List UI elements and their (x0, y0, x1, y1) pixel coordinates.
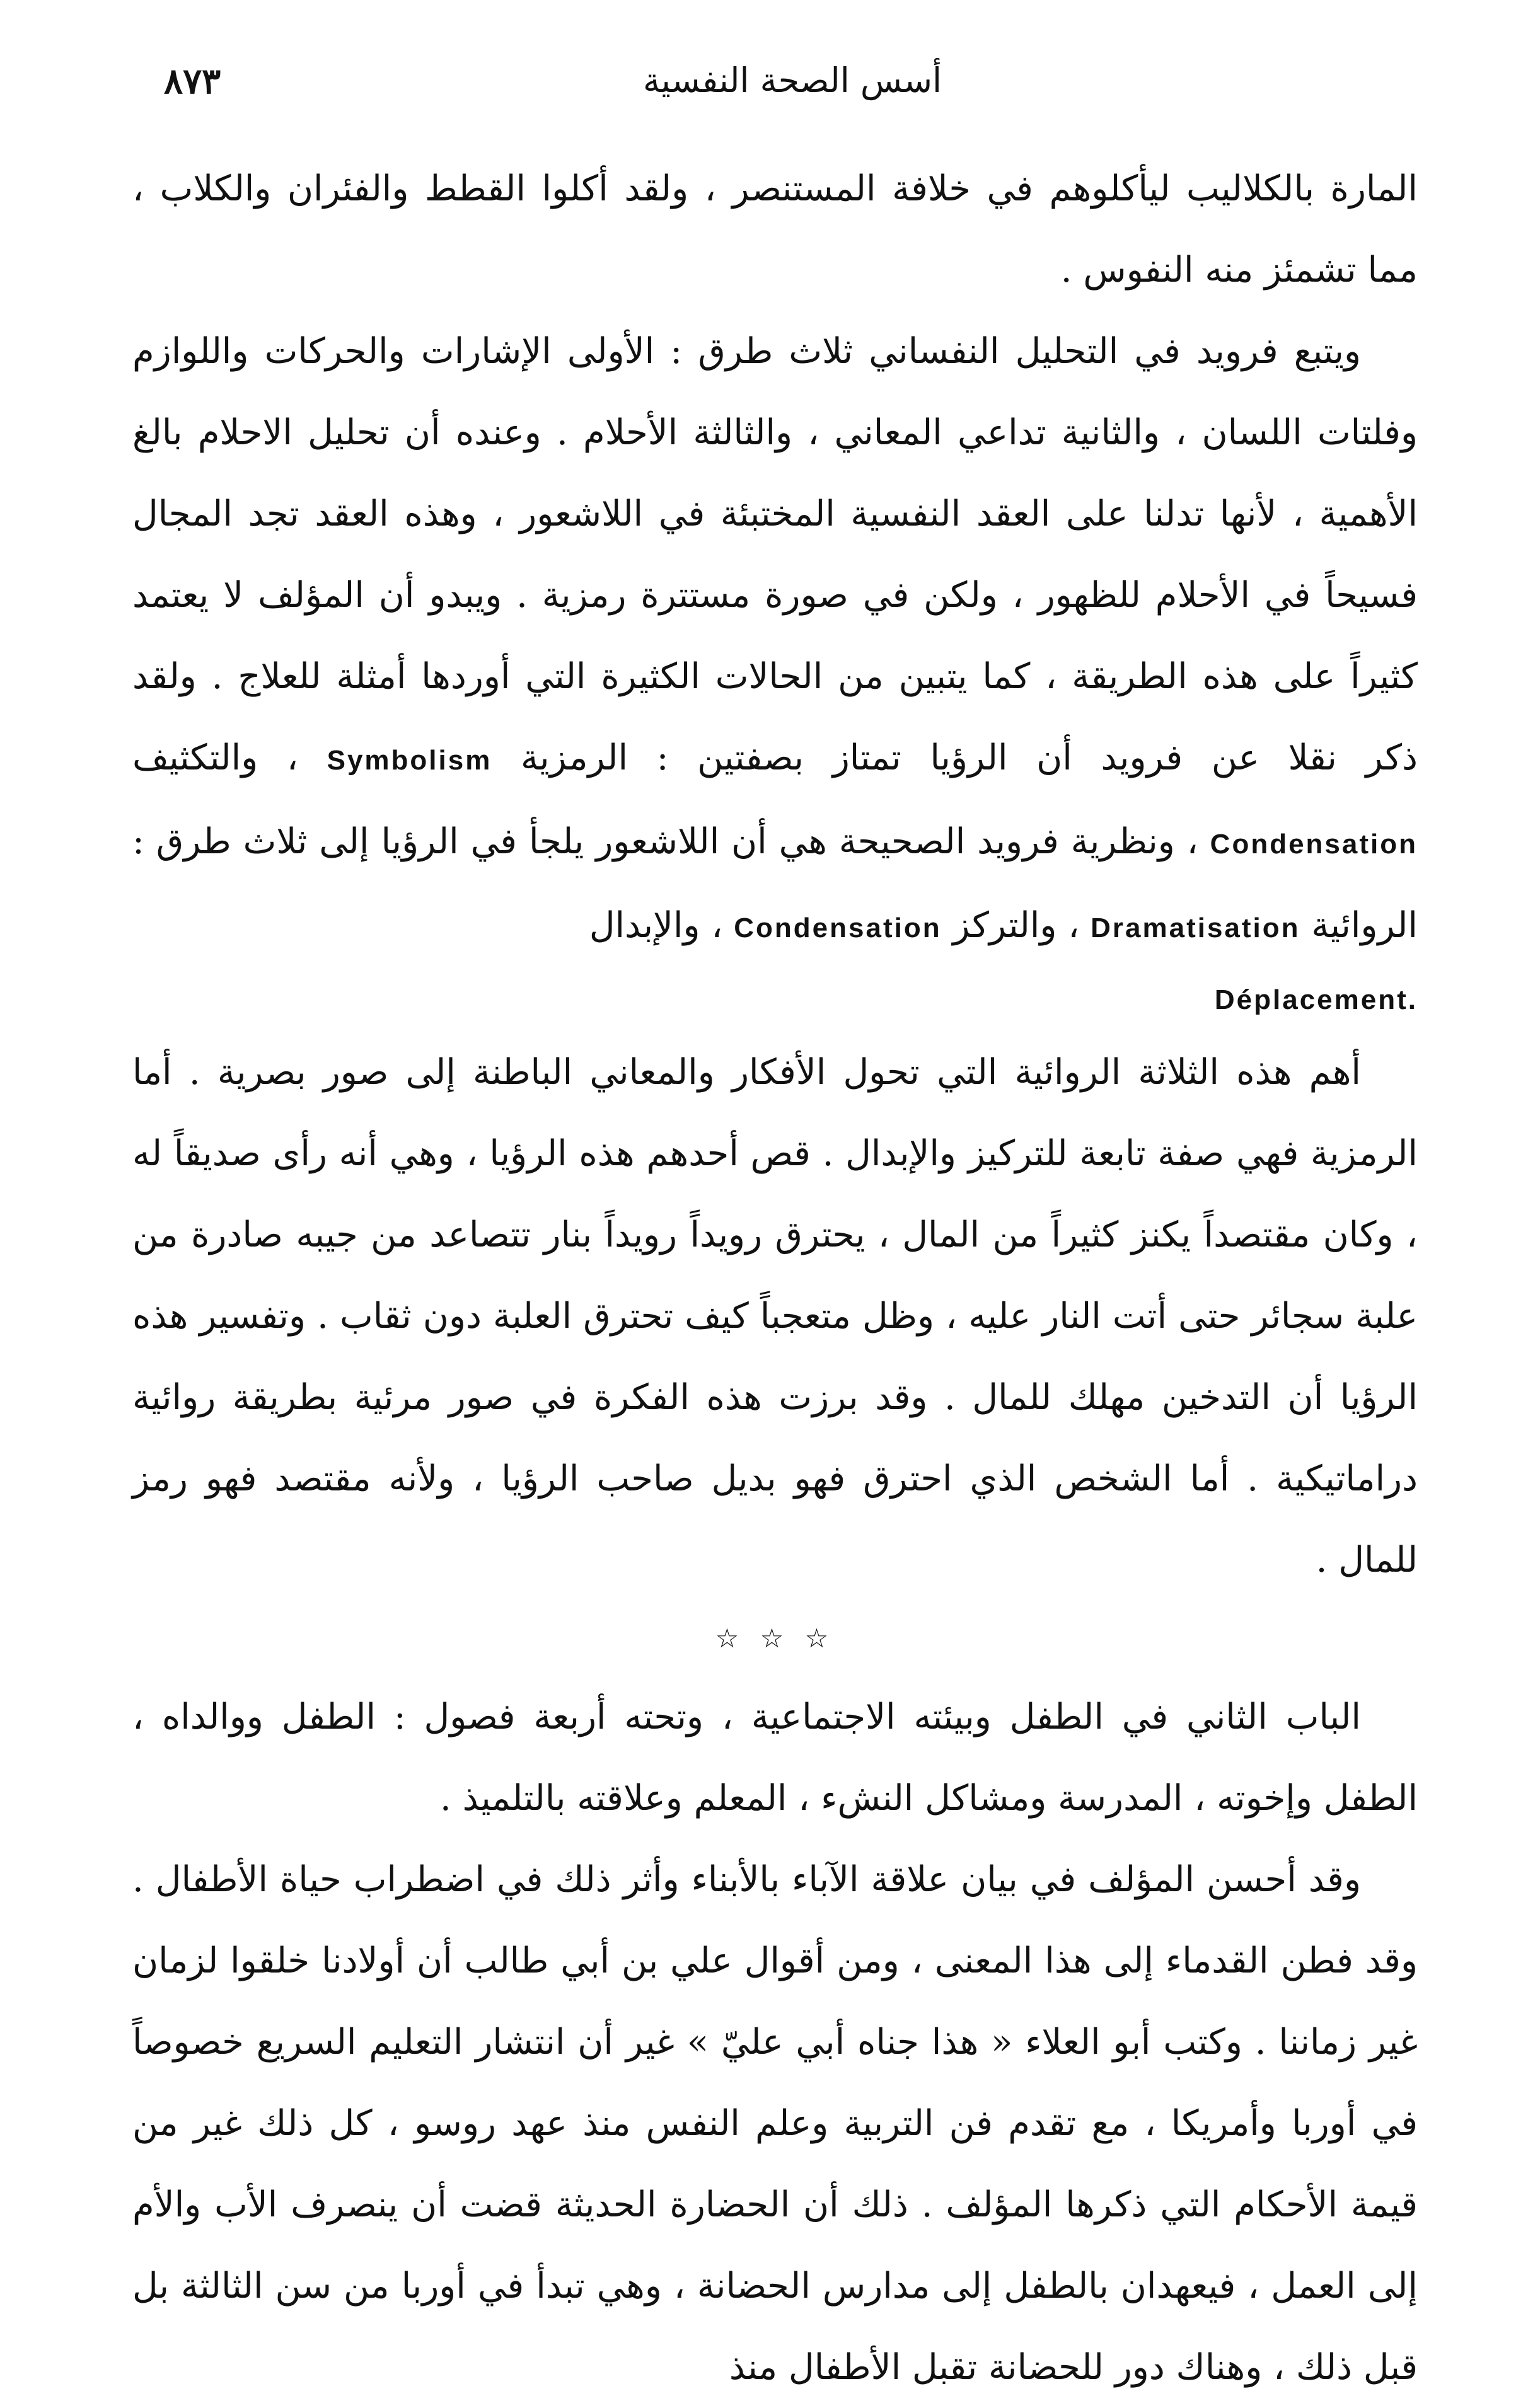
paragraph-text: المارة بالكلاليب ليأكلوهم في خلافة المستنصر ، ولقد أكلوا القطط والفئران والكلاب ، مما تشمئز منه النفوس . (132, 168, 1418, 291)
paragraph-text: ، والإبدال (589, 905, 723, 946)
paragraph-parents-children (132, 1839, 1418, 2408)
page-number: ٨٧٣ (164, 60, 221, 102)
paragraph-famine (132, 148, 1418, 311)
paragraph-text: وقد أحسن المؤلف في بيان علاقة الآباء بالأبناء وأثر ذلك في اضطراب حياة الأطفال . وقد فطن القدماء إلى هذا المعنى ، ومن أقوال علي بن أبي طالب أن أولادنا خلقوا لزمان غير زماننا . وكتب أبو العلاء « هذا جناه أبي عليّ » غير أن انتشار التعليم السريع خصوصاً في أوربا وأمريكا ، مع تقدم فن التربية وعلم النفس منذ عهد روسو ، كل ذلك غير من قيمة الأحكام التي ذكرها المؤلف . ذلك أن الحضارة الحديثة قضت أن ينصرف الأب والأم إلى العمل ، فيعهدان بالطفل إلى مدارس الحضانة ، وهي تبدأ في أوربا من سن الثالثة بل قبل ذلك ، وهناك دور للحضانة تقبل الأطفال منذ (132, 1859, 1418, 2388)
term-deplacement-line (132, 969, 1418, 1032)
section-separator: ☆ ☆ ☆ (715, 1623, 835, 1654)
paragraph-text: ويتبع فرويد في التحليل النفساني ثلاث طرق : الأولى الإشارات والحركات واللوازم وفلتات اللسان ، والثانية تداعي المعاني ، والثالثة الأحلام . وعنده أن تحليل الاحلام بالغ الأهمية ، لأنها تدلنا على العقد النفسية المختبئة في اللاشعور ، وهذه العقد تجد المجال فسيحاً في الأحلام للظهور ، ولكن في صورة مستترة رمزية . ويبدو أن المؤلف لا يعتمد كثيراً على هذه الطريقة ، كما يتبين من الحالات الكثيرة التي أوردها أمثلة للعلاج . ولقد ذكر نقلا عن فرويد أن الرؤيا تمتاز بصفتين : الرمزية (132, 331, 1418, 778)
page-header (164, 60, 1421, 117)
paragraph-freud-methods (132, 311, 1418, 969)
term-symbolism: Symbolism (327, 745, 492, 776)
paragraph-text: ، ونظرية فرويد الصحيحة هي أن اللاشعور يلجأ في الرؤيا إلى ثلاث طرق : الروائية (132, 821, 1418, 946)
term-condensation: Condensation (734, 913, 942, 943)
term-dramatisation: Dramatisation (1091, 913, 1300, 943)
paragraph-dream-example (132, 1032, 1418, 1601)
page-body (132, 148, 1418, 2408)
term-condensation: Condensation (1210, 829, 1418, 860)
paragraph-text: الباب الثاني في الطفل وبيئته الاجتماعية ، وتحته أربعة فصول : الطفل ووالداه ، الطفل وإخوته ، المدرسة ومشاكل النشء ، المعلم وعلاقته بالتلميذ . (132, 1697, 1418, 1819)
paragraph-text: ، والتكثيف (132, 737, 298, 778)
paragraph-text: ، والتركز (952, 905, 1080, 946)
term-deplacement: Déplacement. (1214, 984, 1418, 1015)
paragraph-text: أهم هذه الثلاثة الروائية التي تحول الأفكار والمعاني الباطنة إلى صور بصرية . أما الرمزية فهي صفة تابعة للتركيز والإبدال . قص أحدهم هذه الرؤيا ، وهي أنه رأى صديقاً له ، وكان مقتصداً يكنز كثيراً من المال ، يحترق رويداً رويداً بنار تتصاعد من جيبه صادرة من علبة سجائر حتى أتت النار عليه ، وظل متعجباً كيف تحترق العلبة دون ثقاب . وتفسير هذه الرؤيا أن التدخين مهلك للمال . وقد برزت هذه الفكرة في صور مرئية بطريقة روائية دراماتيكية . أما الشخص الذي احترق فهو بديل صاحب الرؤيا ، ولأنه مقتصد فهو رمز للمال . (132, 1052, 1418, 1581)
paragraph-chapter-two (132, 1676, 1418, 1839)
running-title: أسس الصحة النفسية (642, 60, 942, 100)
